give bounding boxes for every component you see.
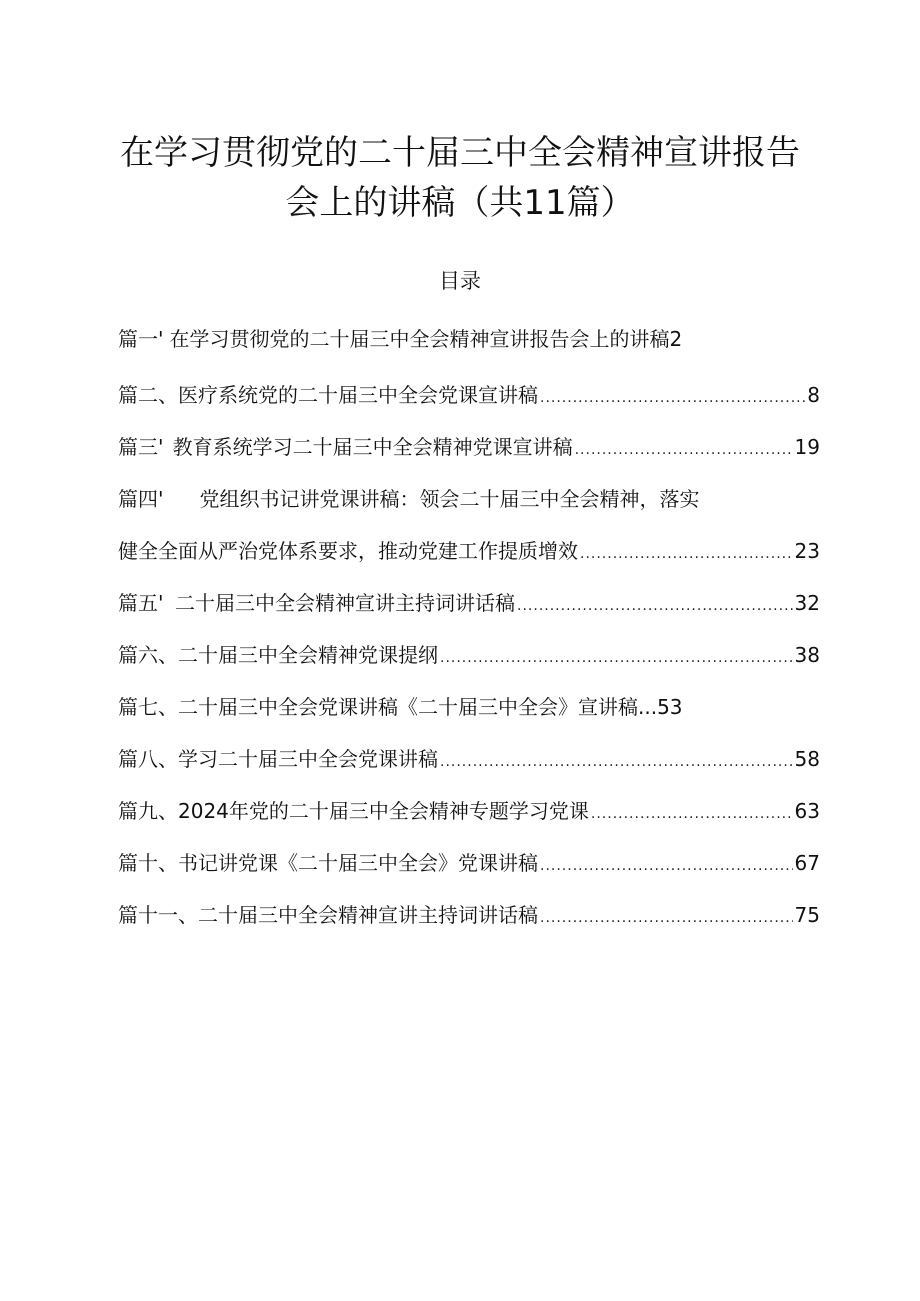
toc-entry-text: 二十届三中全会党课讲稿《二十届三中全会》宣讲稿: [178, 695, 638, 719]
toc-entry-page: 23: [794, 539, 820, 563]
toc-leader-dots: [580, 537, 793, 571]
toc-entry-text: 在学习贯彻党的二十届三中全会精神宣讲报告会上的讲稿: [169, 327, 670, 351]
toc-entry-10[interactable]: [118, 846, 820, 880]
toc-entry-9[interactable]: [118, 794, 820, 828]
toc-entry-prefix: 篇十、: [118, 851, 178, 875]
toc-entry-prefix: 篇九、: [118, 799, 178, 823]
toc-leader-dots: [440, 745, 793, 779]
toc-entry-6[interactable]: [118, 638, 820, 672]
toc-entry-prefix: 篇二、: [118, 383, 178, 407]
toc-leader-dots: [591, 797, 793, 831]
toc-entry-page: 58: [794, 747, 820, 771]
toc-entry-8[interactable]: [118, 742, 820, 776]
toc-entry-1[interactable]: [118, 322, 682, 356]
toc-entry-text: 书记讲党课《二十届三中全会》党课讲稿: [178, 851, 538, 875]
toc-entry-page: 63: [794, 799, 820, 823]
toc-entry-prefix: 篇六、: [118, 643, 178, 667]
toc-leader-dots: [575, 433, 793, 467]
toc-entry-4[interactable]: [118, 482, 700, 516]
toc-entry-text-line-2: 健全全面从严治党体系要求，推动党建工作提质增效: [118, 539, 578, 563]
toc-entry-prefix: 篇一': [118, 327, 164, 351]
toc-entry-page: 2: [669, 327, 683, 351]
toc-entry-page: 75: [794, 903, 820, 927]
toc-entry-text: 党组织书记讲党课讲稿：领会二十届三中全会精神，落实: [199, 487, 700, 511]
toc-leader-dots: [517, 589, 793, 623]
toc-entry-page: 32: [794, 591, 820, 615]
toc-entry-page: 8: [807, 383, 820, 407]
toc-leader-dots: [540, 901, 793, 935]
toc-entry-text: 教育系统学习二十届三中全会精神党课宣讲稿: [172, 435, 573, 459]
toc-entry-5[interactable]: [118, 586, 820, 620]
toc-entry-4-continued[interactable]: [118, 534, 820, 568]
toc-entry-text: 2024年党的二十届三中全会精神专题学习党课: [178, 799, 589, 823]
toc-entry-11[interactable]: [118, 898, 820, 932]
toc-entry-3[interactable]: [118, 430, 820, 464]
toc-leader-dots: [440, 641, 793, 675]
toc-entry-text: 医疗系统党的二十届三中全会党课宣讲稿: [178, 383, 538, 407]
toc-entry-prefix: 篇四': [118, 487, 164, 511]
toc-leader-dots: [540, 381, 805, 415]
toc-entry-text: 二十届三中全会精神宣讲主持词讲话稿: [175, 591, 516, 615]
toc-entry-page: 53: [657, 695, 683, 719]
toc-entry-page: 19: [794, 435, 820, 459]
toc-entry-prefix: 篇七、: [118, 695, 178, 719]
toc-entry-page: 38: [794, 643, 820, 667]
toc-entry-prefix: 篇五': [118, 591, 164, 615]
document-title-line-2: 会上的讲稿（共11篇）: [285, 183, 635, 223]
toc-entry-prefix: 篇十一、: [118, 903, 198, 927]
toc-leader-dots: [540, 849, 793, 883]
toc-entry-prefix: 篇八、: [118, 747, 178, 771]
toc-heading: 目录: [439, 269, 481, 293]
toc-entry-text: 学习二十届三中全会党课讲稿: [178, 747, 438, 771]
toc-entry-text: 二十届三中全会精神宣讲主持词讲话稿: [198, 903, 538, 927]
toc-entry-text: 二十届三中全会精神党课提纲: [178, 643, 438, 667]
toc-entry-page: 67: [794, 851, 820, 875]
toc-entry-7[interactable]: [118, 690, 683, 724]
toc-leader-dots: ...: [638, 695, 658, 719]
toc-entry-2[interactable]: [118, 378, 820, 412]
toc-entry-prefix: 篇三': [118, 435, 164, 459]
document-title-line-1: 在学习贯彻党的二十届三中全会精神宣讲报告: [120, 133, 800, 173]
